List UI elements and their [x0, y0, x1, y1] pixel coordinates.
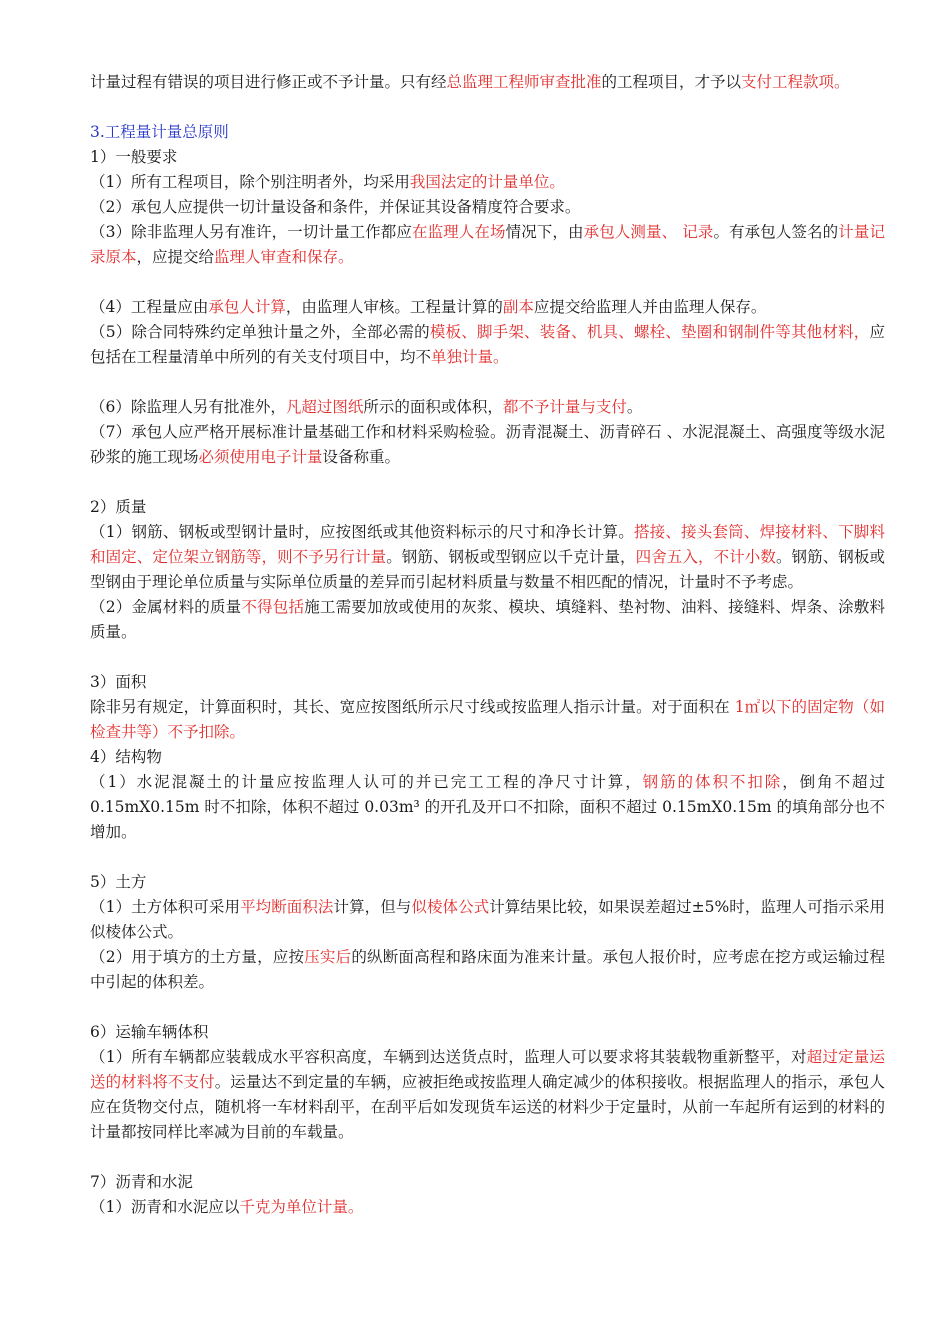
- body-text: 3）面积: [90, 673, 147, 691]
- body-text: 除非另有规定，计算面积时，其长、宽应按图纸所示尺寸线或按监理人指示计量。对于面积在: [90, 698, 735, 716]
- highlight-text: 四舍五入，不计小数: [635, 548, 776, 566]
- paragraph: [90, 195, 885, 220]
- body-text: 。: [626, 398, 643, 416]
- body-text: 施工需要加放或使用的灰浆、模块、填缝料、垫衬物、油料、接缝料、焊条、涂敷料质量。: [90, 598, 885, 641]
- body-text: （2）金属材料的质量: [90, 598, 242, 616]
- body-text: 。运量达不到定量的车辆，应被拒绝或按监理人确定减少的体积接收。根据监理人的指示，承包人应在货物交付点，随机将一车材料刮平，在刮平后如发现货车运送的材料少于定量时，从前一车起所有运到的材料的计量都按同样比率减为目前的车载量。: [90, 1073, 885, 1141]
- highlight-text: 凡超过图纸: [285, 398, 364, 416]
- highlight-text: 模板、脚手架、装备、机具、螺栓、垫圈和钢制件等其他材料，: [429, 323, 870, 341]
- paragraph-spacer: [90, 370, 885, 395]
- paragraph-spacer: [90, 470, 885, 495]
- body-text: 计算，但与: [333, 898, 412, 916]
- highlight-text: 都不予计量与支付: [502, 398, 627, 416]
- body-text: （1）钢筋、钢板或型钢计量时，应按图纸或其他资料标示的尺寸和净长计算。: [90, 523, 634, 541]
- paragraph: [90, 70, 885, 95]
- paragraph: [90, 870, 885, 895]
- highlight-text: 支付工程款项。: [741, 73, 850, 91]
- paragraph-spacer: [90, 845, 885, 870]
- paragraph: [90, 1020, 885, 1045]
- paragraph: [90, 745, 885, 770]
- body-text: 计算结果比较，如果误差超过±5%时，监理人可指示采用似棱体公式。: [90, 898, 885, 941]
- body-text: 的纵断面高程和路床面为准来计量。承包人报价时，应考虑在挖方或运输过程中引起的体积差。: [90, 948, 885, 991]
- body-text: （7）承包人应严格开展标准计量基础工作和材料采购检验。沥青混凝土、沥青碎石 、水泥混凝土、高强度等级水泥砂浆的施工现场: [90, 423, 885, 466]
- highlight-text: 监理人审查和保存。: [214, 248, 354, 266]
- paragraph: [90, 320, 885, 370]
- body-text: （1）水泥混凝土的计量应按监理人认可的并已完工工程的净尺寸计算，: [90, 773, 643, 791]
- paragraph: [90, 1195, 885, 1220]
- paragraph: [90, 120, 885, 145]
- paragraph: [90, 295, 885, 320]
- body-text: 7）沥青和水泥: [90, 1173, 193, 1191]
- paragraph: [90, 145, 885, 170]
- paragraph: [90, 1170, 885, 1195]
- highlight-text: 千克为单位计量。: [239, 1198, 364, 1216]
- highlight-text: 1㎡以下的固定物（如检查井等）不予扣除。: [90, 698, 885, 741]
- highlight-text: 承包人计算: [208, 298, 286, 316]
- highlight-text: 单独计量。: [431, 348, 509, 366]
- highlight-text: 在监理人在场: [411, 223, 506, 241]
- body-text: 4）结构物: [90, 748, 162, 766]
- paragraph: [90, 670, 885, 695]
- paragraph: [90, 220, 885, 270]
- body-text: 。钢筋、钢板或型钢应以千克计量，: [386, 548, 636, 566]
- highlight-text: 我国法定的计量单位。: [409, 173, 565, 191]
- body-text: 所示的面积或体积，: [363, 398, 503, 416]
- paragraph: [90, 945, 885, 995]
- body-text: （2）用于填方的土方量，应按: [90, 948, 305, 966]
- highlight-text: 计量记录原本: [90, 223, 885, 266]
- body-text: （6）除监理人另有批准外，: [90, 398, 286, 416]
- highlight-text: 钢筋的体积不扣除: [642, 773, 783, 791]
- body-text: 应包括在工程量清单中所列的有关支付项目中，均不: [90, 323, 885, 366]
- body-text: 应提交给监理人并由监理人保存。: [533, 298, 767, 316]
- highlight-text: 承包人测量、 记录: [583, 223, 714, 241]
- body-text: ，应提交给: [136, 248, 215, 266]
- highlight-text: 总监理工程师审查批准: [446, 73, 602, 91]
- body-text: 设备称重。: [322, 448, 401, 466]
- paragraph-spacer: [90, 1145, 885, 1170]
- paragraph: [90, 1045, 885, 1145]
- body-text: 。钢筋、钢板或型钢由于理论单位质量与实际单位质量的差异而引起材料质量与数量不相匹配的情况，计量时不予考虑。: [90, 548, 885, 591]
- highlight-text: 必须使用电子计量: [198, 448, 323, 466]
- body-text: （4）工程量应由: [90, 298, 209, 316]
- body-text: 计量过程有错误的项目进行修正或不予计量。只有经: [90, 73, 447, 91]
- body-text: 2）质量: [90, 498, 147, 516]
- highlight-text: 压实后: [304, 948, 352, 966]
- highlight-text: 似棱体公式: [411, 898, 490, 916]
- highlight-text: 不得包括: [241, 598, 305, 616]
- paragraph-spacer: [90, 270, 885, 295]
- body-text: ，倒角不超过 0.15mX0.15m 时不扣除，体积不超过 0.03m³ 的开孔及开口不扣除，面积不超过 0.15mX0.15m 的填角部分也不增加。: [90, 773, 885, 841]
- body-text: 6）运输车辆体积: [90, 1023, 209, 1041]
- body-text: 情况下，由: [505, 223, 584, 241]
- document-page: [90, 70, 885, 1220]
- highlight-text: 搭接、接头套筒、焊接材料、下脚料和固定、定位架立钢筋等，则不予另行计量: [90, 523, 885, 566]
- body-text: 的工程项目，才予以: [601, 73, 742, 91]
- body-text: （3）除非监理人另有准许，一切计量工作都应: [90, 223, 412, 241]
- body-text: （5）除合同特殊约定单独计量之外，全部必需的: [90, 323, 430, 341]
- body-text: （1）所有工程项目，除个别注明者外，均采用: [90, 173, 410, 191]
- paragraph: [90, 395, 885, 420]
- paragraph-spacer: [90, 995, 885, 1020]
- paragraph-spacer: [90, 645, 885, 670]
- paragraph: [90, 695, 885, 745]
- paragraph: [90, 895, 885, 945]
- paragraph-spacer: [90, 95, 885, 120]
- highlight-text: 超过定量运送的材料将不支付: [90, 1048, 885, 1091]
- body-text: （2）承包人应提供一切计量设备和条件，并保证其设备精度符合要求。: [90, 198, 581, 216]
- paragraph: [90, 595, 885, 645]
- body-text: ，由监理人审核。工程量计算的: [285, 298, 503, 316]
- highlight-text: 平均断面积法: [240, 898, 334, 916]
- paragraph: [90, 520, 885, 595]
- body-text: （1）沥青和水泥应以: [90, 1198, 240, 1216]
- body-text: （1）土方体积可采用: [90, 898, 241, 916]
- paragraph: [90, 170, 885, 195]
- body-text: 5）土方: [90, 873, 147, 891]
- highlight-text: 副本: [502, 298, 534, 316]
- body-text: 。有承包人签名的: [713, 223, 839, 241]
- section-heading: 3.工程量计量总原则: [90, 123, 229, 141]
- paragraph: [90, 770, 885, 845]
- body-text: （1）所有车辆都应装载成水平容积高度，车辆到达送货点时，监理人可以要求将其装载物重新整平，对: [90, 1048, 807, 1066]
- paragraph: [90, 495, 885, 520]
- paragraph: [90, 420, 885, 470]
- body-text: 1）一般要求: [90, 148, 178, 166]
